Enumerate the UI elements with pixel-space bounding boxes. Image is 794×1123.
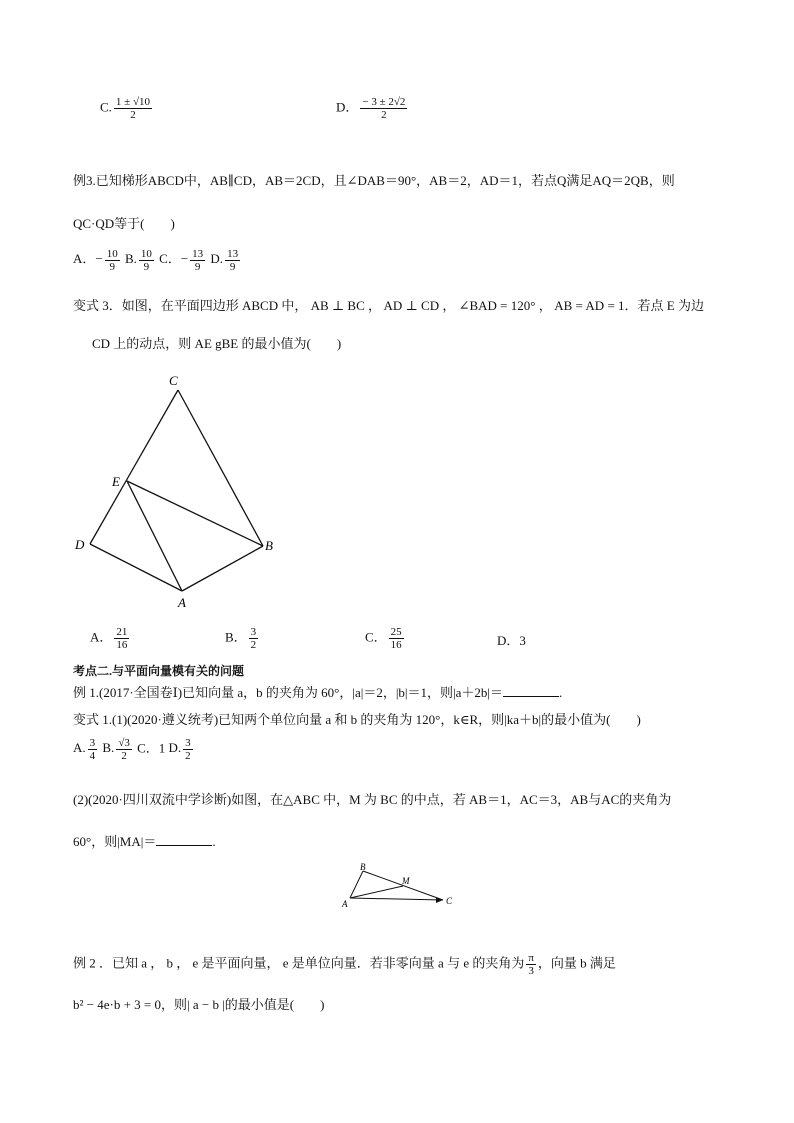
label-b: B xyxy=(265,538,273,553)
section2-example1: 例 1.(2017·全国卷Ⅰ)已知向量 a，b 的夹角为 60°，|a|＝2，|b|＝1，则|a＋2b|＝ . xyxy=(73,685,563,700)
variant3-option-c: C． $\frac{25}{16}$ xyxy=(365,626,402,651)
option-label: C. xyxy=(100,99,112,115)
option-d: D. $\frac{3}{2}$ xyxy=(168,737,191,762)
option-label: D． xyxy=(336,99,359,115)
variant3-line1: 变式 3．如图，在平面四边形 ABCD 中， AB ⊥ BC ， AD ⊥ CD ， ∠BAD = 120° ， AB = AD = 1．若点 E 为边 xyxy=(73,298,704,313)
option-a: A．− $\frac{10}{9}$ xyxy=(73,248,118,273)
section2-variant1: 变式 1.(1)(2020·遵义统考)已知两个单位向量 a 和 b 的夹角为 120°，k∈R，则|ka＋b|的最小值为( ) xyxy=(73,712,641,727)
fraction-numerator: 1 ± √10 xyxy=(115,96,150,108)
fraction-numerator: − 3 ± 2√2 xyxy=(362,96,406,108)
label-c: C xyxy=(446,896,453,906)
variant3-option-a: A． $\frac{21}{16}$ xyxy=(90,626,128,651)
answer-blank[interactable] xyxy=(503,684,559,697)
label-a: A xyxy=(178,595,186,610)
option-b: B. $\frac{√3}{2}$ xyxy=(102,737,130,762)
section2-part2-line2: 60°，则|MA|＝ . xyxy=(73,834,216,849)
section-heading: 考点二.与平面向量模有关的问题 xyxy=(73,664,245,678)
quadrilateral-figure xyxy=(60,365,300,615)
part2-text: 60°，则|MA|＝ xyxy=(73,834,157,849)
example2-line2: b² − 4e·b + 3 = 0，则| a − b |的最小值是( ) xyxy=(73,997,325,1012)
edge-cd xyxy=(90,390,178,544)
median-am xyxy=(350,886,403,898)
segment-ea xyxy=(127,481,182,591)
option-c-top xyxy=(100,96,154,121)
answer-blank[interactable] xyxy=(156,833,212,846)
edge-da xyxy=(90,544,182,591)
option-c: C．1 xyxy=(137,740,166,756)
fraction-denominator: 2 xyxy=(381,109,387,121)
label-c: C xyxy=(169,373,178,388)
edge-ac xyxy=(350,898,443,900)
example3-line1: 例3.已知梯形ABCD中，AB∥CD，AB＝2CD，且∠DAB＝90°，AB＝2，AD＝1，若点Q满足AQ＝2QB，则 xyxy=(73,173,675,188)
example1-text: 例 1.(2017·全国卷Ⅰ)已知向量 a，b 的夹角为 60°，|a|＝2，|b|＝1，则|a＋2b|＝ xyxy=(73,685,503,700)
segment-eb xyxy=(127,481,263,546)
triangle-figure xyxy=(340,860,460,910)
section2-variant1-options xyxy=(73,737,195,762)
option-c: C．− $\frac{13}{9}$ xyxy=(159,248,204,273)
edge-cb xyxy=(178,390,263,546)
edge-ab xyxy=(350,871,363,898)
example3-options xyxy=(73,248,242,273)
example2-text-tail: ，向量 b 满足 xyxy=(537,955,616,971)
section2-part2-line1: (2)(2020·四川双流中学诊断)如图，在△ABC 中，M 为 BC 的中点，若 AB＝1，AC＝3，AB与AC的夹角为 xyxy=(73,792,672,807)
label-a: A xyxy=(342,899,348,909)
fraction-denominator: 2 xyxy=(130,109,136,121)
arrow-head xyxy=(436,897,443,903)
variant3-option-d: D．3 xyxy=(497,633,526,648)
fraction-denominator: 3 xyxy=(528,965,534,977)
option-b: B. $\frac{10}{9}$ xyxy=(124,248,152,273)
example3-line2: QC·QD等于( ) xyxy=(73,216,175,231)
label-b: B xyxy=(360,862,366,872)
example2-line1 xyxy=(73,952,616,977)
option-a: A. $\frac{3}{4}$ xyxy=(73,737,96,762)
label-d: D xyxy=(75,537,85,552)
option-d-top xyxy=(336,96,409,121)
example2-text: 例 2 ．已知 a ， b ， e 是平面向量， e 是单位向量．若非零向量 a 与 e 的夹角为 xyxy=(73,955,525,971)
edge-ab xyxy=(182,546,263,591)
label-e: E xyxy=(112,474,120,489)
variant3-line2: CD 上的动点，则 AE gBE 的最小值为( ) xyxy=(92,336,342,351)
variant3-option-b: B． $\frac{3}{2}$ xyxy=(225,626,257,651)
option-d: D. $\frac{13}{9}$ xyxy=(210,248,239,273)
label-m: M xyxy=(402,876,410,886)
fraction-numerator: π xyxy=(528,952,534,964)
